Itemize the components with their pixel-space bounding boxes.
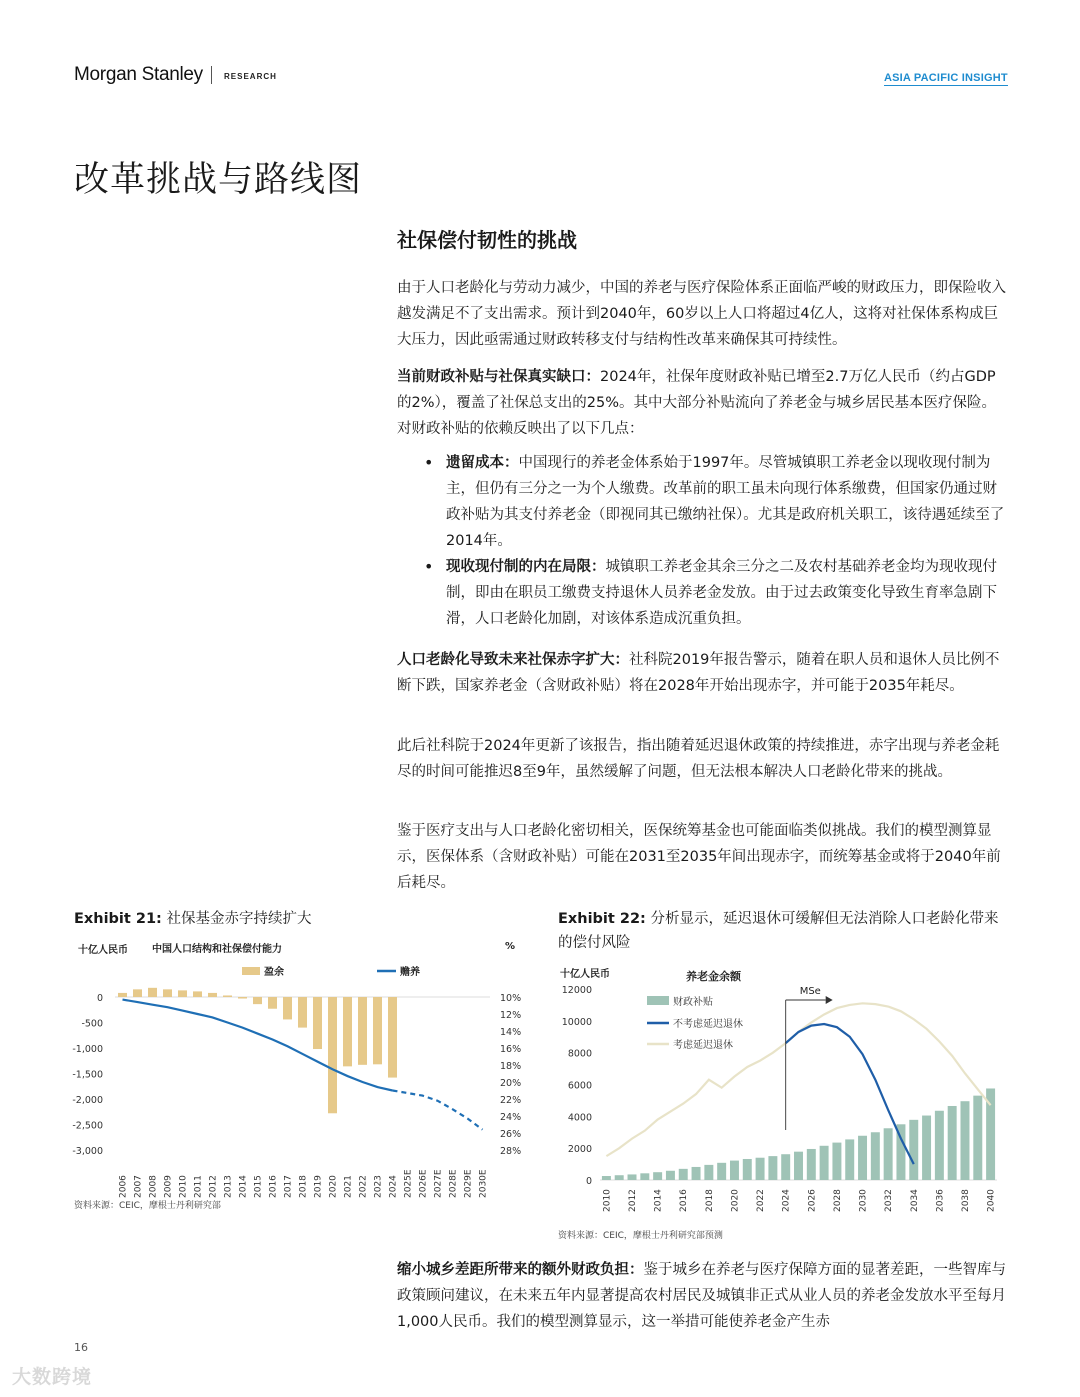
x-tick: 2016 (268, 1175, 279, 1198)
x-tick: 2032 (884, 1189, 895, 1212)
paragraph-rural (397, 1257, 1007, 1335)
y-tick-right: 12% (500, 1010, 522, 1021)
bar-subsidy-2011 (615, 1175, 624, 1180)
bar-subsidy-2036 (935, 1111, 944, 1180)
x-tick: 2024 (781, 1189, 792, 1212)
paragraph-text: 由于人口老龄化与劳动力减少，中国的养老与医疗保险体系正面临严峻的财政压力，即保险收入越发满足不了支出需求。预计到2040年，60岁以上人口将超过4亿人，这将对社保体系构成巨大压力，因此亟需通过财政转移支付与结构性改革来确保其可持续性。 (397, 280, 1006, 348)
bullet-lead: 现收现付制的内在局限： (446, 559, 606, 575)
y-tick-right: 18% (500, 1061, 522, 1072)
bar-surplus-2016 (268, 997, 277, 1009)
bar-surplus-2020 (328, 997, 337, 1113)
exhibit22-chart (555, 978, 1005, 1218)
x-tick: 2010 (178, 1175, 189, 1198)
x-tick: 2022 (358, 1175, 369, 1198)
x-tick: 2022 (756, 1189, 767, 1212)
exhibit22-subtitle: 养老金余额 (686, 970, 741, 983)
y-tick-left: -1,500 (72, 1069, 103, 1081)
paragraph-subsidy (397, 364, 1007, 442)
bar-subsidy-2020 (730, 1161, 739, 1180)
x-tick: 2028 (832, 1189, 843, 1212)
bar-surplus-2007 (133, 989, 142, 997)
x-tick: 2007 (133, 1175, 144, 1198)
x-tick: 2040 (986, 1189, 997, 1212)
bar-subsidy-2023 (768, 1156, 777, 1180)
x-tick: 2038 (960, 1189, 971, 1212)
bar-subsidy-2018 (704, 1165, 713, 1180)
x-tick: 2026 (807, 1189, 818, 1212)
bullet-lead: 遗留成本： (446, 455, 519, 471)
bar-subsidy-2035 (922, 1116, 931, 1180)
bar-subsidy-2027 (820, 1146, 829, 1180)
legend-label-dependency: 赡养 (400, 967, 420, 978)
exhibit21-title (74, 907, 404, 931)
x-tick: 2018 (298, 1175, 309, 1198)
x-tick: 2027E (433, 1169, 444, 1198)
bar-subsidy-2039 (973, 1096, 982, 1180)
forecast-arrow-head (826, 996, 833, 1004)
exhibit21-unit-left: 十亿人民币 (78, 945, 128, 956)
bar-subsidy-2030 (858, 1136, 867, 1180)
paragraph-intro (397, 275, 1007, 353)
paragraph-text: 鉴于城乡在养老与医疗保障方面的显著差距，一些智库与政策顾问建议，在未来五年内显著提高农村居民及城镇非正式从业人员的养老金发放水平至每月1,000人民币。我们的模型测算显示，这一举措可能使养老金产生赤 (397, 1262, 1006, 1330)
bar-subsidy-2024 (781, 1154, 790, 1180)
header-divider (211, 66, 212, 84)
exhibit21-chart (70, 955, 540, 1200)
bar-subsidy-2032 (884, 1128, 893, 1180)
bar-surplus-2023 (373, 997, 382, 1064)
bar-subsidy-2026 (807, 1149, 816, 1180)
y-tick-right: 20% (500, 1078, 522, 1089)
x-tick: 2012 (628, 1189, 639, 1212)
x-tick: 2015 (253, 1175, 264, 1198)
legend-label-delay: 考虑延迟退休 (673, 1040, 733, 1051)
x-tick: 2034 (909, 1189, 920, 1212)
x-tick: 2011 (193, 1175, 204, 1198)
bar-surplus-2011 (193, 991, 202, 997)
bar-subsidy-2037 (948, 1106, 957, 1180)
bar-surplus-2008 (148, 988, 157, 997)
bar-surplus-2018 (298, 997, 307, 1028)
legend-swatch-subsidy (647, 996, 669, 1005)
x-tick: 2021 (343, 1175, 354, 1198)
series-label: ASIA PACIFIC INSIGHT (884, 72, 1008, 84)
y-tick: 2000 (567, 1144, 592, 1156)
x-tick: 2024 (388, 1175, 399, 1198)
exhibit21-title-text: 社保基金赤字持续扩大 (166, 911, 312, 927)
bullet-list (420, 450, 1008, 632)
bar-surplus-2015 (253, 997, 262, 1004)
legend-label-no-delay: 不考虑延迟退休 (673, 1019, 743, 1030)
y-tick: 10000 (561, 1016, 592, 1028)
bar-surplus-2014 (238, 997, 247, 999)
y-tick-left: -1,000 (72, 1044, 103, 1055)
x-tick: 2012 (208, 1175, 219, 1198)
x-tick: 2028E (448, 1169, 459, 1198)
x-tick: 2036 (935, 1189, 946, 1212)
y-tick-right: 14% (500, 1027, 522, 1038)
paragraph-update (397, 733, 1007, 785)
x-tick: 2020 (730, 1189, 741, 1212)
x-tick: 2006 (118, 1175, 129, 1198)
research-label: RESEARCH (224, 72, 277, 81)
exhibit22-source: 资料来源：CEIC，摩根士丹利研究部预测 (558, 1231, 723, 1241)
bar-subsidy-2017 (692, 1167, 701, 1180)
y-tick: 0 (585, 1176, 592, 1187)
paragraph-text: 2024年，社保年度财政补贴已增至2.7万亿人民币（约占GDP的2%），覆盖了社保总支出的25%。其中大部分补贴流向了养老金与城乡居民基本医疗保险。对财政补贴的依赖反映出了以下几点： (397, 369, 996, 437)
section-title: 社保偿付韧性的挑战 (397, 228, 577, 252)
exhibit21-subtitle: 中国人口结构和社保偿付能力 (152, 944, 282, 955)
x-tick: 2029E (463, 1169, 474, 1198)
x-tick: 2010 (602, 1189, 613, 1212)
bullet-item-payg (420, 554, 1008, 632)
exhibit22-title-text: 分析显示，延迟退休可缓解但无法消除人口老龄化带来的偿付风险 (558, 911, 999, 951)
bullet-item-legacy (420, 450, 1008, 554)
paragraph-lead: 当前财政补贴与社保真实缺口： (397, 369, 600, 385)
x-tick: 2014 (653, 1189, 664, 1212)
y-tick-right: 26% (500, 1129, 522, 1140)
x-tick: 2009 (163, 1175, 174, 1198)
x-tick: 2016 (679, 1189, 690, 1212)
x-tick: 2019 (313, 1175, 324, 1198)
bar-subsidy-2014 (653, 1172, 662, 1180)
x-tick: 2020 (328, 1175, 339, 1198)
y-tick-right: 24% (500, 1112, 522, 1123)
bar-surplus-2024 (388, 997, 397, 1078)
x-tick: 2023 (373, 1175, 384, 1198)
bar-surplus-2013 (223, 995, 232, 997)
line-dependency-projected (393, 1091, 483, 1130)
bar-subsidy-2022 (756, 1158, 765, 1180)
brand-logo: Morgan Stanley (74, 64, 203, 85)
bar-subsidy-2016 (679, 1169, 688, 1180)
exhibit22-title (558, 907, 1008, 955)
bullet-text: 中国现行的养老金体系始于1997年。尽管城镇职工养老金以现收现付制为主，但仍有三分之一为个人缴费。改革前的职工虽未向现行体系缴费，但国家仍通过财政补贴为其支付养老金（即视同其已缴纳社保）。尤其是政府机关职工，该待遇延续至了2014年。 (446, 455, 1005, 549)
x-tick: 2018 (704, 1189, 715, 1212)
bar-surplus-2019 (313, 997, 322, 1049)
y-tick-left: -500 (81, 1018, 103, 1030)
line-with-delay (606, 1003, 990, 1156)
paragraph-text: 此后社科院于2024年更新了该报告，指出随着延迟退休政策的持续推进，赤字出现与养老金耗尽的时间可能推迟8至9年，虽然缓解了问题，但无法根本解决人口老龄化带来的挑战。 (397, 738, 1000, 780)
paragraph-text: 鉴于医疗支出与人口老龄化密切相关，医保统筹基金也可能面临类似挑战。我们的模型测算显示，医保体系（含财政补贴）可能在2031至2035年间出现赤字，而统筹基金或将于2040年前后耗尽。 (397, 823, 1001, 891)
x-tick: 2026E (418, 1169, 429, 1198)
y-tick: 4000 (567, 1112, 592, 1124)
bar-subsidy-2021 (743, 1159, 752, 1180)
page-number: 16 (74, 1341, 88, 1354)
x-tick: 2014 (238, 1175, 249, 1198)
y-tick-left: -3,000 (72, 1146, 103, 1157)
forecast-label: MSe (799, 986, 821, 997)
legend-label-surplus: 盈余 (264, 967, 284, 978)
paragraph-text: 社科院2019年报告警示，随着在职人员和退休人员比例不断下跌，国家养老金（含财政补贴）将在2028年开始出现赤字，并可能于2035年耗尽。 (397, 652, 1000, 694)
bar-subsidy-2028 (832, 1143, 841, 1180)
paragraph-aging (397, 647, 1007, 699)
x-tick: 2025E (403, 1169, 414, 1198)
exhibit22-label: Exhibit 22: (558, 911, 646, 927)
y-tick-right: 10% (500, 993, 522, 1004)
paragraph-lead: 缩小城乡差距所带来的额外财政负担： (397, 1262, 644, 1278)
exhibit21-source: 资料来源：CEIC，摩根士丹利研究部 (74, 1201, 221, 1211)
paragraph-lead: 人口老龄化导致未来社保赤字扩大： (397, 652, 629, 668)
exhibit21-label: Exhibit 21: (74, 911, 162, 927)
bar-surplus-2010 (178, 990, 187, 997)
x-tick: 2008 (148, 1175, 159, 1198)
watermark: 大数跨境 (12, 1366, 93, 1388)
bar-subsidy-2025 (794, 1152, 803, 1180)
bar-surplus-2021 (343, 997, 352, 1066)
page-title: 改革挑战与路线图 (74, 160, 363, 200)
y-tick: 12000 (561, 985, 592, 996)
legend-swatch-surplus (242, 967, 260, 975)
exhibit21-unit-right: % (505, 941, 516, 952)
bar-surplus-2006 (118, 993, 127, 997)
y-tick-right: 28% (500, 1146, 522, 1157)
y-tick-left: 0 (96, 993, 103, 1004)
bullet-text: 城镇职工养老金其余三分之二及农村基础养老金均为现收现付制，即由在职员工缴费支持退休人员养老金发放。由于过去政策变化导致生育率急剧下滑，人口老龄化加剧，对该体系造成沉重负担。 (446, 559, 997, 627)
x-tick: 2013 (223, 1175, 234, 1198)
y-tick: 6000 (567, 1080, 592, 1092)
paragraph-medical (397, 818, 1007, 896)
bar-subsidy-2034 (909, 1120, 918, 1180)
bar-subsidy-2031 (871, 1132, 880, 1180)
bar-subsidy-2029 (845, 1139, 854, 1180)
exhibit22-unit: 十亿人民币 (560, 969, 610, 980)
y-tick-left: -2,000 (72, 1095, 103, 1106)
x-tick: 2017 (283, 1175, 294, 1198)
legend-label-subsidy: 财政补贴 (673, 997, 713, 1008)
bar-surplus-2009 (163, 989, 172, 997)
y-tick-left: -2,500 (72, 1120, 103, 1132)
y-tick: 8000 (567, 1048, 592, 1060)
bar-subsidy-2010 (602, 1176, 611, 1180)
bar-subsidy-2012 (628, 1174, 637, 1180)
bar-surplus-2017 (283, 997, 292, 1019)
x-tick: 2030 (858, 1189, 869, 1212)
bar-surplus-2012 (208, 993, 217, 997)
bar-subsidy-2015 (666, 1171, 675, 1180)
y-tick-right: 16% (500, 1044, 522, 1055)
bar-subsidy-2038 (961, 1101, 970, 1180)
x-tick: 2030E (478, 1169, 489, 1198)
bar-subsidy-2013 (640, 1173, 649, 1180)
y-tick-right: 22% (500, 1095, 522, 1106)
bar-surplus-2022 (358, 997, 367, 1065)
bar-subsidy-2019 (717, 1163, 726, 1180)
